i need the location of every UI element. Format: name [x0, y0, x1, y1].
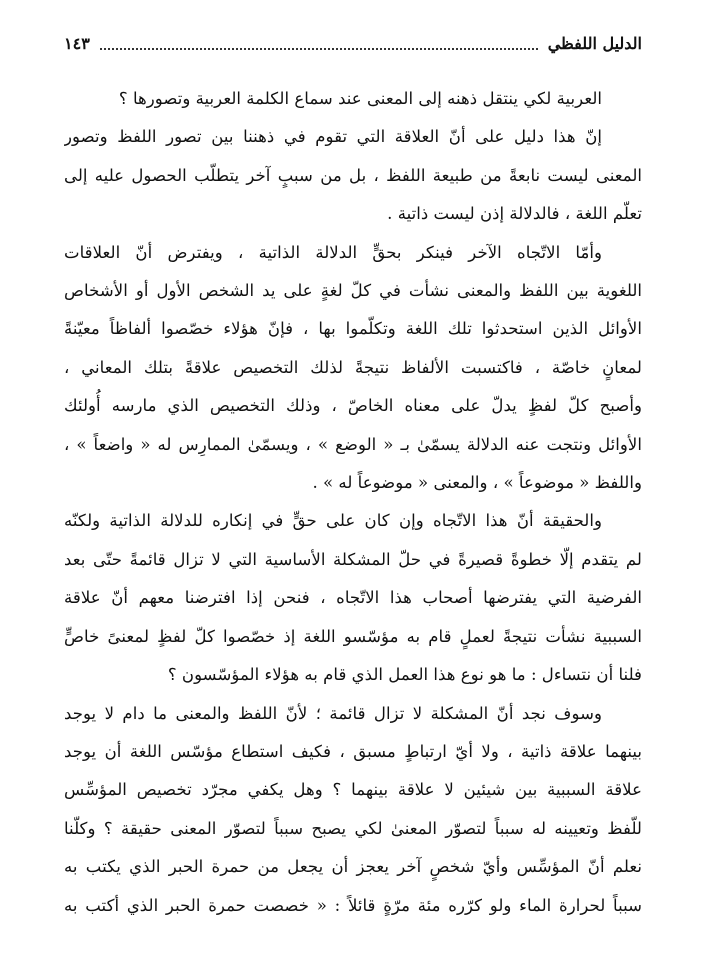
- text-line: بينهما علاقة ذاتية ، ولا أيّ ارتباطٍ مسبق ، فكيف استطاع مؤسّس اللغة أن يوجد: [64, 741, 642, 761]
- text-line: الأوائل الذين استحدثوا تلك اللغة وتكلّموا بها ، فإنّ هؤلاء خصّصوا ألفاظاً معيّنةً: [64, 319, 642, 339]
- page-number: ١٤٣: [64, 33, 90, 53]
- text-line: لمعانٍ خاصّة ، فاكتسبت الألفاظ نتيجةً لذلك التخصيص علاقةً بتلك المعاني ،: [64, 357, 642, 377]
- text-line: الفرضية التي يفترضها أصحاب هذا الاتّجاه ، فنحن إذا افترضنا معهم أنّ علاقة: [64, 588, 642, 608]
- text-line: نعلم أنّ المؤسِّس وأيّ شخصٍ آخر يعجز أن يجعل من حمرة الحبر الذي يكتب به: [64, 857, 642, 877]
- text-line: والحقيقة أنّ هذا الاتّجاه وإن كان على حقٍّ في إنكاره للدلالة الذاتية ولكنّه: [64, 511, 602, 531]
- text-line: المعنى ليست نابعةً من طبيعة اللفظ ، بل من سببٍ آخر يتطلّب الحصول عليه إلى: [64, 165, 642, 185]
- text-line: علاقة السببية بين شيئين لا علاقة بينهما ؟ وهل يكفي مجرّد تخصيص المؤسِّس: [64, 780, 642, 800]
- text-line: إنّ هذا دليل على أنّ العلاقة التي تقوم في ذهننا بين تصور اللفظ وتصور: [64, 127, 602, 147]
- header-leader-dots: [100, 44, 538, 50]
- text-line: لم يتقدم إلّا خطوةً قصيرةً في حلّ المشكلة الأساسية التي لا تزال قائمةً حتّى بعد: [64, 549, 642, 569]
- text-line: وأصبح كلّ لفظٍ يدلّ على معناه الخاصّ ، وذلك التخصيص الذي مارسه أُولئك: [64, 396, 642, 416]
- text-line: وسوف نجد أنّ المشكلة لا تزال قائمة ؛ لأنّ اللفظ والمعنى ما دام لا يوجد: [64, 703, 602, 723]
- body-text: [64, 80, 642, 925]
- text-line: اللغوية بين اللفظ والمعنى نشأت في كلّ لغةٍ على يد الشخص الأول أو الأشخاص: [64, 281, 642, 301]
- text-line: فلنا أن نتساءل : ما هو نوع هذا العمل الذي قام به هؤلاء المؤسّسون ؟: [167, 665, 642, 685]
- text-line: تعلّم اللغة ، فالدلالة إذن ليست ذاتية .: [387, 204, 642, 224]
- text-line: واللفظ « موضوعاً » ، والمعنى « موضوعاً له » .: [312, 473, 642, 493]
- text-line: السببية نشأت نتيجةً لعملٍ قام به مؤسّسو اللغة إذ خصّصوا كلّ لفظٍ لمعنىً خاصٍّ: [64, 626, 642, 646]
- text-line: سبباً لحرارة الماء ولو كرّره مئة مرّةٍ قائلاً : « خصصت حمرة الحبر الذي أكتب به: [64, 895, 642, 915]
- text-line: الأوائل ونتجت عنه الدلالة يسمّىٰ بـ « الوضع » ، ويسمّىٰ الممارِس له « واضعاً » ،: [64, 434, 642, 454]
- running-header: [64, 30, 642, 56]
- text-line: وأمّا الاتّجاه الآخر فينكر بحقٍّ الدلالة الذاتية ، ويفترض أنّ العلاقات: [64, 242, 602, 262]
- text-line: للّفظ وتعيينه له سبباً لتصوّر المعنىٰ لكي يصبح سبباً لتصوّر المعنى حقيقة ؟ وكلّنا: [64, 818, 642, 838]
- text-line: العربية لكي ينتقل ذهنه إلى المعنى عند سماع الكلمة العربية وتصورها ؟: [118, 89, 602, 108]
- header-title: الدليل اللفظي: [547, 33, 642, 53]
